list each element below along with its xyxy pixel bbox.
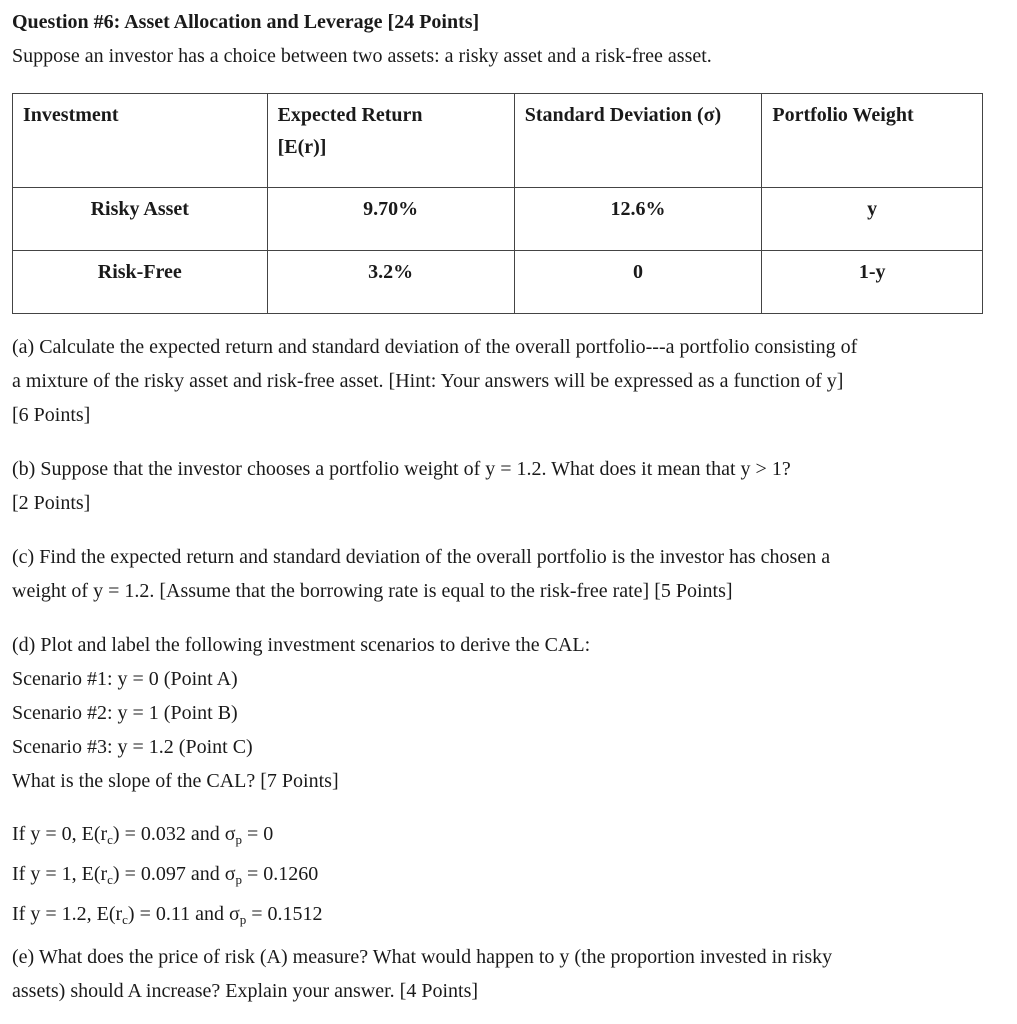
answer-subscript-p: p bbox=[235, 872, 243, 887]
answers-block bbox=[12, 817, 997, 937]
header-investment: Investment bbox=[13, 94, 268, 188]
cell-expected-return: 9.70% bbox=[267, 188, 514, 251]
answer-prefix: If y = 0, E(r bbox=[12, 823, 108, 845]
answer-subscript-p: p bbox=[235, 832, 243, 847]
part-a-line: a mixture of the risky asset and risk-free asset. [Hint: Your answers will be expressed as a function of y] bbox=[12, 370, 844, 392]
answer-line bbox=[12, 897, 997, 937]
part-e bbox=[12, 940, 997, 1008]
part-a bbox=[12, 330, 997, 432]
asset-table bbox=[12, 93, 983, 314]
header-std-dev: Standard Deviation (σ) bbox=[514, 94, 762, 188]
part-d bbox=[12, 628, 997, 798]
answer-mid: ) = 0.097 and σ bbox=[112, 863, 236, 885]
part-c-line: weight of y = 1.2. [Assume that the borrowing rate is equal to the risk-free rate] [5 Points] bbox=[12, 580, 733, 602]
cell-investment: Risk-Free bbox=[13, 251, 268, 314]
answer-suffix: = 0 bbox=[242, 823, 274, 845]
answer-line bbox=[12, 857, 997, 897]
answer-line bbox=[12, 817, 997, 857]
table-header-row bbox=[13, 94, 983, 188]
question-title: Question #6: Asset Allocation and Leverage [24 Points] bbox=[12, 11, 480, 33]
part-c bbox=[12, 540, 997, 608]
part-b-line: (b) Suppose that the investor chooses a portfolio weight of y = 1.2. What does it mean that y > 1? bbox=[12, 458, 791, 480]
part-d-line: What is the slope of the CAL? [7 Points] bbox=[12, 770, 339, 792]
part-d-line: Scenario #2: y = 1 (Point B) bbox=[12, 702, 238, 724]
answer-suffix: = 0.1512 bbox=[246, 903, 323, 925]
part-c-line: (c) Find the expected return and standard deviation of the overall portfolio is the investor has chosen a bbox=[12, 546, 831, 568]
cell-std-dev: 0 bbox=[514, 251, 762, 314]
part-b bbox=[12, 452, 997, 520]
answer-subscript-c: c bbox=[122, 912, 128, 927]
part-a-line: (a) Calculate the expected return and standard deviation of the overall portfolio---a portfolio consisting of bbox=[12, 336, 858, 358]
cell-expected-return: 3.2% bbox=[267, 251, 514, 314]
part-d-line: Scenario #1: y = 0 (Point A) bbox=[12, 668, 238, 690]
cell-weight: y bbox=[762, 188, 983, 251]
table-row bbox=[13, 188, 983, 251]
answer-subscript-c: c bbox=[107, 832, 113, 847]
cell-weight: 1-y bbox=[762, 251, 983, 314]
part-d-line: Scenario #3: y = 1.2 (Point C) bbox=[12, 736, 253, 758]
answer-prefix: If y = 1.2, E(r bbox=[12, 903, 123, 925]
header-expected-return bbox=[267, 94, 514, 188]
header-weight: Portfolio Weight bbox=[762, 94, 983, 188]
answer-mid: ) = 0.032 and σ bbox=[112, 823, 236, 845]
table-row bbox=[13, 251, 983, 314]
answer-subscript-p: p bbox=[239, 912, 247, 927]
part-d-line: (d) Plot and label the following investment scenarios to derive the CAL: bbox=[12, 634, 591, 656]
cell-std-dev: 12.6% bbox=[514, 188, 762, 251]
header-expected-return-line1: Expected Return bbox=[277, 104, 423, 126]
answer-subscript-c: c bbox=[107, 872, 113, 887]
part-a-line: [6 Points] bbox=[12, 404, 91, 426]
header-expected-return-line2: [E(r)] bbox=[277, 136, 327, 158]
answer-prefix: If y = 1, E(r bbox=[12, 863, 108, 885]
answer-suffix: = 0.1260 bbox=[242, 863, 319, 885]
answer-mid: ) = 0.11 and σ bbox=[127, 903, 240, 925]
part-e-line: (e) What does the price of risk (A) measure? What would happen to y (the proportion invested in risky bbox=[12, 946, 833, 968]
part-b-line: [2 Points] bbox=[12, 492, 91, 514]
part-e-line: assets) should A increase? Explain your answer. [4 Points] bbox=[12, 980, 479, 1002]
cell-investment: Risky Asset bbox=[13, 188, 268, 251]
question-intro: Suppose an investor has a choice between two assets: a risky asset and a risk-free asset. bbox=[12, 45, 712, 67]
